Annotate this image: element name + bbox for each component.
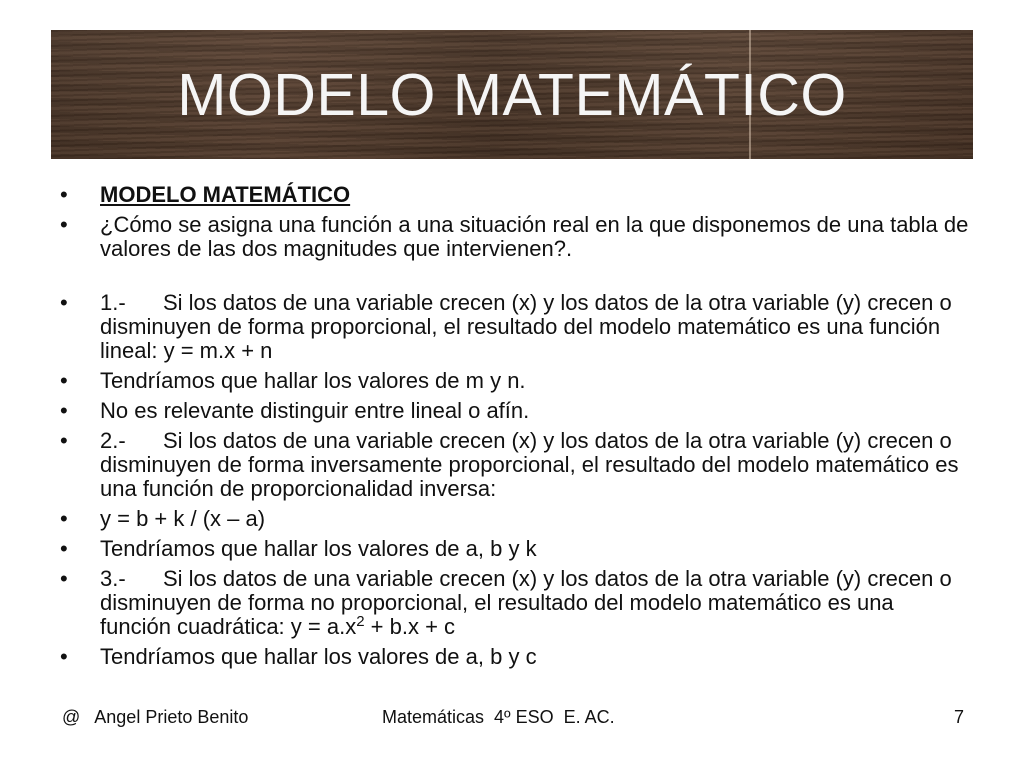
case-three-text (100, 567, 970, 639)
case-three-tail: + b.x + c (364, 614, 456, 639)
list-item (60, 507, 970, 531)
bullet-list (60, 183, 970, 675)
slide-title: MODELO MATEMÁTICO (177, 62, 847, 128)
section-heading: MODELO MATEMÁTICO (100, 182, 351, 207)
step-number: 1.- (100, 290, 126, 315)
title-banner (51, 30, 973, 159)
bullet-icon: • (60, 212, 68, 237)
bullet-icon: • (60, 506, 68, 531)
list-item-text: Tendríamos que hallar los valores de m y n. (100, 368, 526, 393)
list-item (60, 537, 970, 561)
list-item-text: Tendríamos que hallar los valores de a, b y c (100, 644, 537, 669)
list-item (60, 213, 970, 261)
case-one-body: Si los datos de una variable crecen (x) y los datos de la otra variable (y) crecen o disminuyen de forma proporcional, el resultado del modelo matemático es una función lineal: y = m.x + n (100, 290, 952, 363)
bullet-icon: • (60, 536, 68, 561)
list-item-text: Tendríamos que hallar los valores de a, b y k (100, 536, 537, 561)
list-item (60, 399, 970, 423)
footer-author: @ Angel Prieto Benito (62, 707, 249, 727)
list-item (60, 645, 970, 669)
bullet-icon: • (60, 290, 68, 315)
list-item (60, 291, 970, 363)
step-number: 3.- (100, 566, 126, 591)
case-two-text (100, 429, 970, 501)
bullet-icon: • (60, 398, 68, 423)
list-item-text: No es relevante distinguir entre lineal o afín. (100, 398, 530, 423)
list-item (60, 567, 970, 639)
footer (0, 706, 1024, 730)
case-three-body: Si los datos de una variable crecen (x) y los datos de la otra variable (y) crecen o disminuyen de forma no proporcional, el resultado del modelo matemático es una función cuadrática: y = a.x (100, 566, 952, 639)
case-two-body: Si los datos de una variable crecen (x) y los datos de la otra variable (y) crecen o disminuyen de forma inversamente proporcional, el resultado del modelo matemático es una función de proporcionalidad inversa: (100, 428, 959, 501)
question-text: ¿Cómo se asigna una función a una situación real en la que disponemos de una tabla de valores de las dos magnitudes que intervienen?. (100, 212, 969, 261)
bullet-icon: • (60, 368, 68, 393)
bullet-icon: • (60, 644, 68, 669)
bullet-icon: • (60, 182, 68, 207)
step-number: 2.- (100, 428, 126, 453)
bullet-icon: • (60, 428, 68, 453)
page-number: 7 (954, 707, 965, 727)
case-one-text (100, 291, 970, 363)
footer-course: Matemáticas 4º ESO E. AC. (382, 707, 615, 727)
bullet-icon: • (60, 566, 68, 591)
list-item (60, 429, 970, 501)
list-item (60, 369, 970, 393)
exponent: 2 (356, 613, 365, 630)
formula-text: y = b + k / (x – a) (100, 506, 266, 531)
list-item (60, 183, 970, 207)
